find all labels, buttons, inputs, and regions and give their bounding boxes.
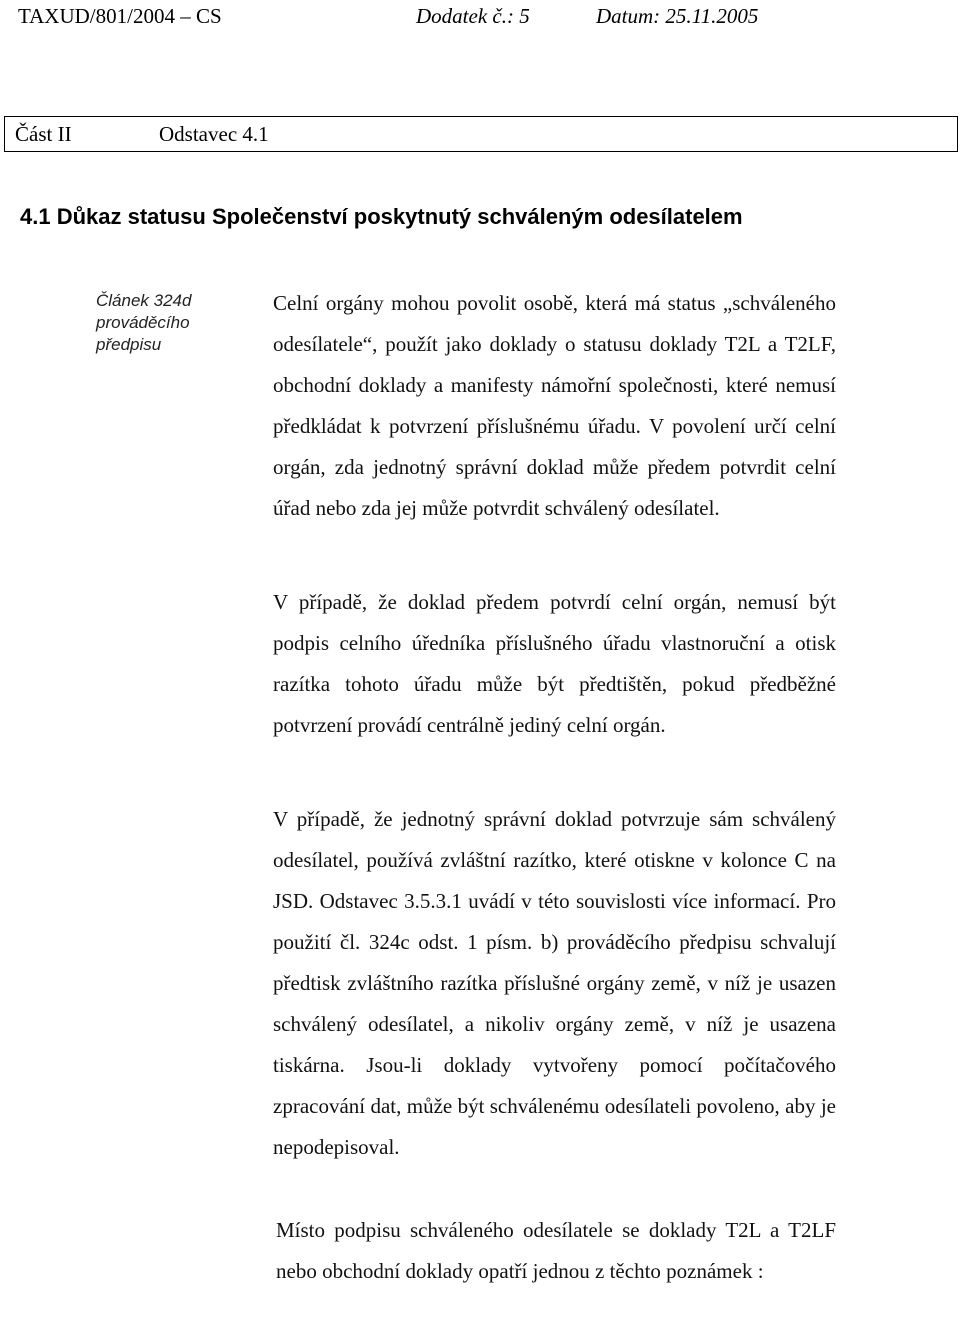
- section-locator-box: [4, 116, 958, 152]
- side-note-line: předpisu: [96, 335, 162, 354]
- legal-reference-note: [96, 290, 256, 356]
- section-title: 4.1 Důkaz statusu Společenství poskytnutý schváleným odesílatelem: [20, 204, 743, 229]
- body-paragraph-1: Celní orgány mohou povolit osobě, která má status „schváleného odesílatele“, použít jako doklady o statusu doklady T2L a T2LF, obchodní doklady a manifesty námořní společnosti, které nemusí předkládat k potvrzení příslušnému úřadu. V povolení určí celní orgán, zda jednotný správní doklad může předem potvrdit celní úřad nebo zda jej může potvrdit schválený odesílatel.: [273, 291, 836, 520]
- document-date: Datum: 25.11.2005: [596, 4, 759, 28]
- body-paragraph-4: Místo podpisu schváleného odesílatele se doklady T2L a T2LF nebo obchodní doklady opatří jednou z těchto poznámek :: [276, 1218, 836, 1283]
- paragraph-label: Odstavec 4.1: [159, 122, 269, 146]
- side-note-line: prováděcího: [96, 313, 190, 332]
- side-note-line: Článek 324d: [96, 291, 192, 310]
- body-paragraph-3: V případě, že jednotný správní doklad potvrzuje sám schválený odesílatel, používá zvláštní razítko, které otiskne v kolonce C na JSD. Odstavec 3.5.3.1 uvádí v této souvislosti více informací. Pro použití čl. 324c odst. 1 písm. b) prováděcího předpisu schvalují předtisk zvláštního razítka příslušné orgány země, v níž je usazen schválený odesílatel, a nikoliv orgány země, v níž je usazena tiskárna. Jsou-li doklady vytvořeny pomocí počítačového zpracování dat, může být schválenému odesílateli povoleno, aby je nepodepisoval.: [273, 807, 836, 1159]
- addendum-number: Dodatek č.: 5: [416, 4, 530, 28]
- page-header: [18, 2, 948, 32]
- part-label: Část II: [15, 122, 72, 146]
- document-reference: TAXUD/801/2004 – CS: [18, 4, 222, 28]
- body-paragraph-2: V případě, že doklad předem potvrdí celní orgán, nemusí být podpis celního úředníka příslušného úřadu vlastnoruční a otisk razítka tohoto úřadu může být předtištěn, pokud předběžné potvrzení provádí centrálně jediný celní orgán.: [273, 590, 836, 737]
